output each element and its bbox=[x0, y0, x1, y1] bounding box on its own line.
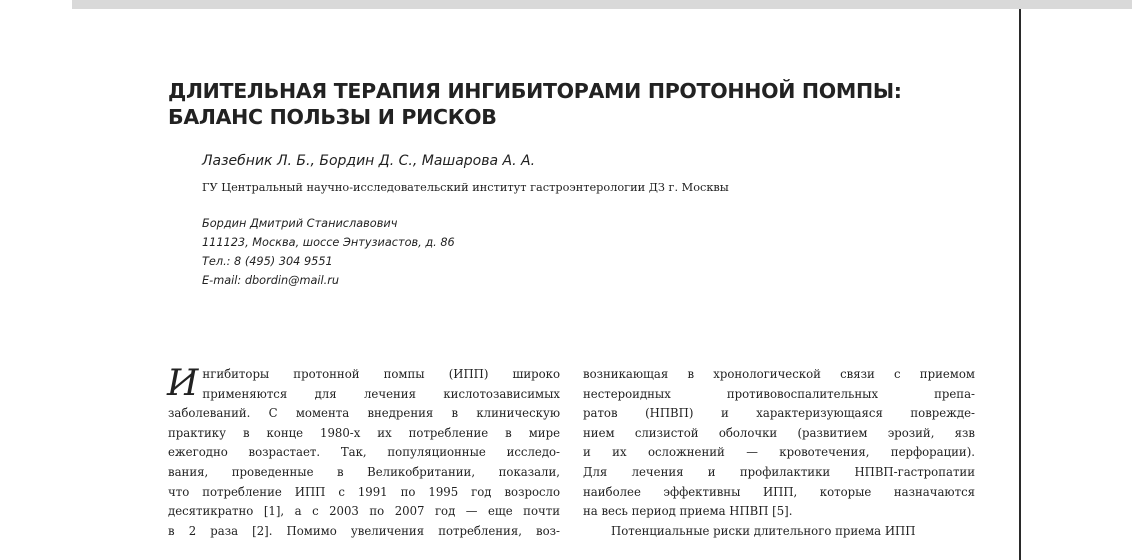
body-line: наиболее эффективны ИПП, которые назначаются bbox=[583, 484, 975, 499]
title-line: БАЛАНС ПОЛЬЗЫ И РИСКОВ bbox=[168, 105, 497, 129]
contact-name: Бордин Дмитрий Станиславович bbox=[202, 217, 398, 230]
page-edge-line bbox=[1019, 9, 1021, 560]
body-line: и их осложнений — кровотечения, перфорации). bbox=[583, 445, 975, 460]
contact-address: 111123, Москва, шоссе Энтузиастов, д. 86 bbox=[202, 236, 455, 249]
top-bar bbox=[72, 0, 1132, 9]
body-line: Для лечения и профилактики НПВП-гастропатии bbox=[583, 464, 975, 479]
body-line: в 2 раза [2]. Помимо увеличения потребления, воз- bbox=[168, 523, 560, 538]
body-line: применяются для лечения кислотозависимых bbox=[202, 386, 560, 401]
body-line: практику в конце 1980-х их потребление в мире bbox=[168, 425, 560, 440]
title-line: ДЛИТЕЛЬНАЯ ТЕРАПИЯ ИНГИБИТОРАМИ ПРОТОННОЙ ПОМПЫ: bbox=[168, 79, 902, 103]
body-line: Потенциальные риски длительного приема ИПП bbox=[611, 523, 916, 538]
body-column-right bbox=[583, 365, 975, 541]
body-line: десятикратно [1], а с 2003 по 2007 год — еще почти bbox=[168, 504, 560, 519]
body-line: нестероидных противовоспалительных препа- bbox=[583, 386, 975, 401]
body-line: ежегодно возрастает. Так, популяционные исследо- bbox=[168, 445, 560, 460]
contact-phone: Тел.: 8 (495) 304 9551 bbox=[202, 255, 333, 268]
body-line: возникающая в хронологической связи с приемом bbox=[583, 367, 975, 381]
institution: ГУ Центральный научно-исследовательский институт гастроэнтерологии ДЗ г. Москвы bbox=[202, 181, 729, 194]
body-line: на весь период приема НПВП [5]. bbox=[583, 504, 793, 519]
body-line: что потребление ИПП с 1991 по 1995 год возросло bbox=[168, 484, 560, 499]
contact-email[interactable]: E-mail: dbordin@mail.ru bbox=[202, 274, 340, 287]
body-column-left bbox=[168, 365, 560, 541]
body-line: заболеваний. С момента внедрения в клиническую bbox=[168, 406, 560, 421]
body-line: нием слизистой оболочки (развитием эрозий, язв bbox=[583, 425, 975, 440]
body-line: ратов (НПВП) и характеризующаяся поврежде- bbox=[583, 406, 975, 421]
body-line: нгибиторы протонной помпы (ИПП) широко bbox=[202, 367, 560, 381]
authors: Лазебник Л. Б., Бордин Д. С., Машарова А. А. bbox=[202, 153, 536, 169]
article-title bbox=[168, 78, 968, 130]
contact-block bbox=[202, 214, 455, 290]
body-line: вания, проведенные в Великобритании, показали, bbox=[168, 464, 560, 479]
drop-cap: И bbox=[167, 363, 199, 404]
